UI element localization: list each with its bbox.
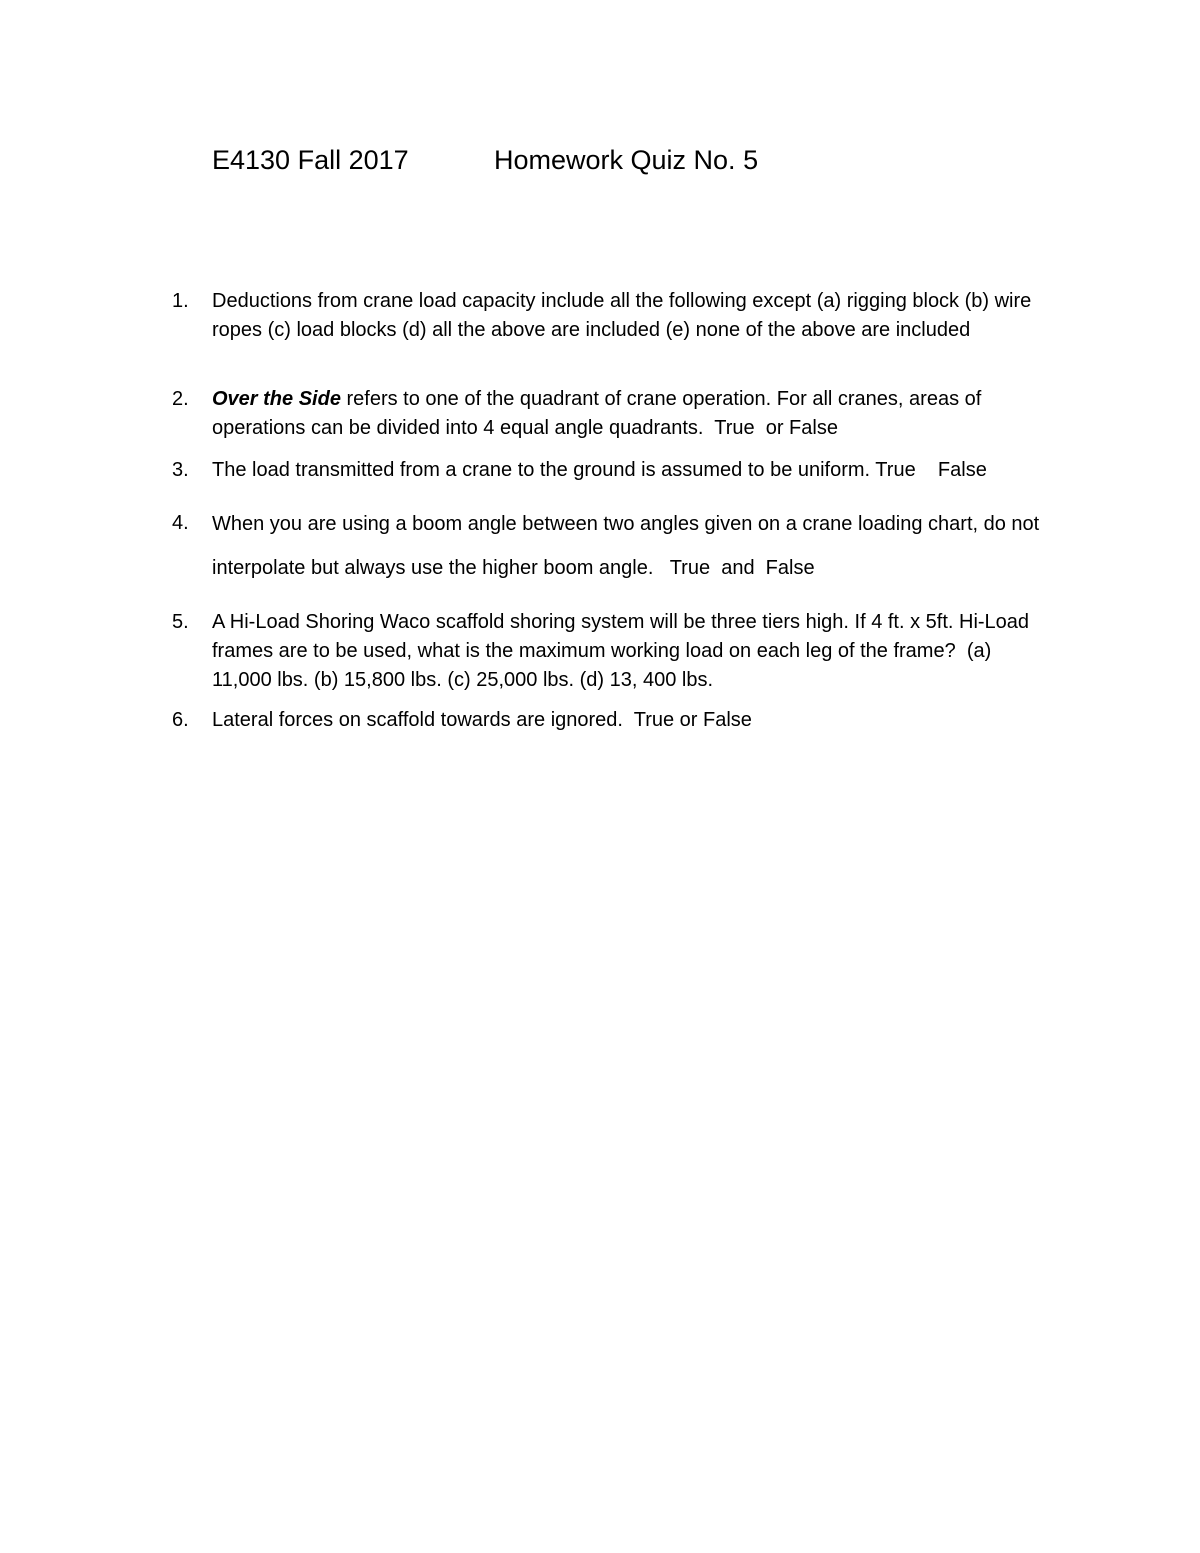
emphasized-term: Over the Side — [212, 388, 341, 410]
question-number: 4. — [172, 512, 189, 534]
course-title: E4130 Fall 2017 — [212, 145, 409, 175]
question-text: When you are using a boom angle between two angles given on a crane loading chart, do not interpolate but always use the higher boom angle. True and False — [212, 513, 1045, 579]
question-number: 5. — [172, 611, 189, 633]
question-number: 1. — [172, 290, 189, 312]
question-text: Lateral forces on scaffold towards are ignored. True or False — [212, 709, 752, 731]
question-text: A Hi-Load Shoring Waco scaffold shoring system will be three tiers high. If 4 ft. x 5ft. Hi-Load frames are to be used, what is the maximum working load on each leg of the frame? (a) 11,000 lbs. (b) 15,800 lbs. (c) 25,000 lbs. (d) 13, 400 lbs. — [212, 611, 1035, 691]
quiz-title: Homework Quiz No. 5 — [494, 145, 759, 175]
question-text-wrapper — [212, 385, 1052, 443]
question-text: The load transmitted from a crane to the ground is assumed to be uniform. True False — [212, 459, 987, 481]
question-text: Deductions from crane load capacity include all the following except (a) rigging block (b) wire ropes (c) load blocks (d) all the above are included (e) none of the above are included — [212, 290, 1032, 341]
question-number: 6. — [172, 709, 189, 731]
question-number: 3. — [172, 459, 189, 481]
question-number: 2. — [172, 388, 189, 410]
question-text: refers to one of the quadrant of crane operation. For all cranes, areas of operations can be divided into 4 equal angle quadrants. True or False — [212, 388, 987, 439]
